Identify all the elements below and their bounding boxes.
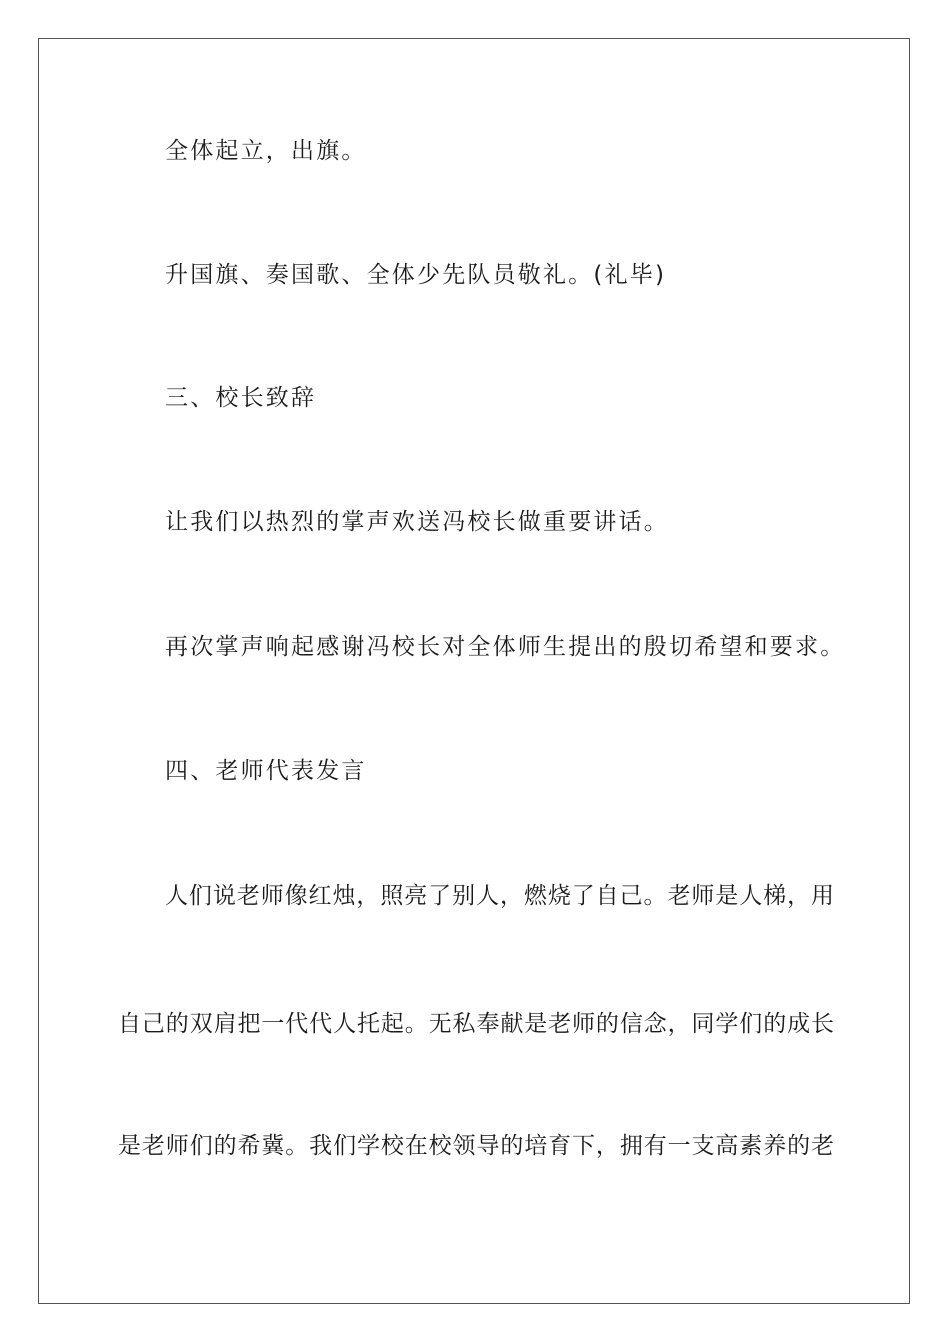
section-heading-principal-speech: 三、校长致辞 [165,385,317,411]
paragraph-teacher-tribute-line-3: 是老师们的希冀。我们学校在校领导的培育下，拥有一支高素养的老 [118,1133,834,1159]
paragraph-principal-thanks: 再次掌声响起感谢冯校长对全体师生提出的殷切希望和要求。 [165,634,846,660]
paragraph-teacher-tribute-line-2: 自己的双肩把一代代人托起。无私奉献是老师的信念，同学们的成长 [118,1011,834,1037]
page-border [38,38,910,1304]
paragraph-flag-raising-intro: 全体起立，出旗。 [165,138,367,164]
paragraph-teacher-tribute-line-1: 人们说老师像红烛，照亮了别人，燃烧了自己。老师是人梯，用 [165,883,834,909]
paragraph-national-anthem: 升国旗、奏国歌、全体少先队员敬礼。(礼毕) [165,262,667,288]
paragraph-principal-speech-intro: 让我们以热烈的掌声欢送冯校长做重要讲话。 [165,509,669,535]
section-heading-teacher-speech: 四、老师代表发言 [165,758,367,784]
